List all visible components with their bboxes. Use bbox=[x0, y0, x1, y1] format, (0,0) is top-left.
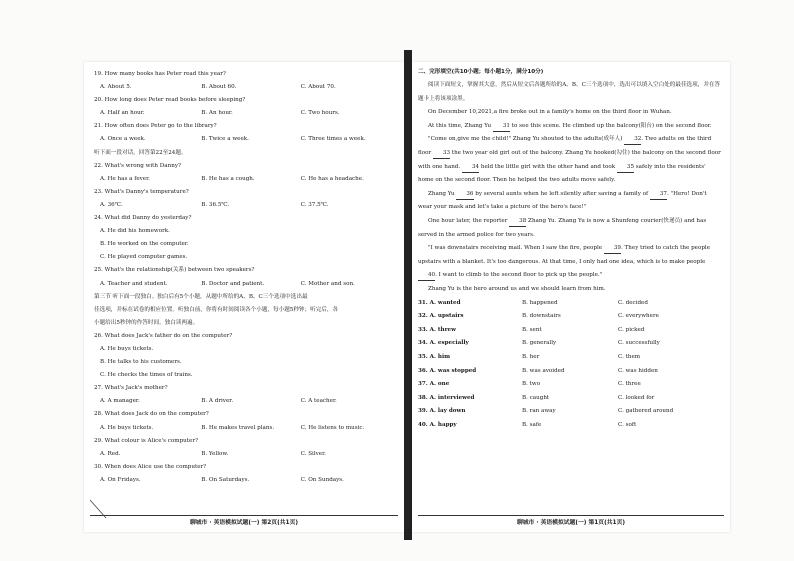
question-line: 小题给出5秒钟的作答时间。独白读两遍。 bbox=[94, 319, 199, 326]
footer-rule bbox=[90, 515, 398, 516]
question-line: 听下面一段对话，回答第22至24题。 bbox=[94, 149, 187, 156]
question-line: 21. How often does Peter go to the library? bbox=[94, 123, 217, 130]
answer-row bbox=[418, 392, 722, 406]
answer-choice-c: C. three bbox=[618, 381, 641, 388]
passage-text: Zhang Yu. Zhang Yu is now a Shunfeng courier(快递员) and has served in the armed police for two years. bbox=[418, 218, 707, 238]
passage-text: . They tried to catch the people upstairs with a blanket. It's too dangerous. At that time, I only had one idea, which is to make people bbox=[418, 245, 711, 265]
answer-row bbox=[418, 365, 722, 379]
passage-text: Zhang Yu bbox=[428, 190, 457, 197]
blank-39: 39 bbox=[604, 244, 621, 254]
answer-choice-c: C. everywhere bbox=[618, 313, 659, 320]
answer-choice-b: B. was avoided bbox=[522, 367, 565, 374]
answer-choice-b: B. downstairs bbox=[522, 313, 561, 320]
passage-text: On December 10,2021,a fire broke out in a family's home on the third floor in Wuhan. bbox=[428, 109, 672, 116]
left-page-footer: 聊城市 · 英语模拟试题(一) 第2页(共1页) bbox=[189, 520, 299, 526]
option-line: B. He worked on the computer. bbox=[100, 241, 189, 248]
option-a: A. Red. bbox=[100, 450, 121, 457]
answer-choice-c: C. picked bbox=[618, 326, 645, 333]
question-line: 29. What colour is Alice's computer? bbox=[94, 437, 199, 444]
question-line: 22. What's wrong with Danny? bbox=[94, 162, 181, 169]
question-line: 28. What does Jack do on the computer? bbox=[94, 411, 209, 418]
option-a: A. A manager. bbox=[100, 398, 140, 405]
option-a: A. Teacher and student. bbox=[100, 280, 168, 287]
passage-text: safely into the residents' home on the second floor. Then he helped the two adults move safely. bbox=[418, 163, 706, 184]
option-row bbox=[94, 448, 396, 461]
option-a: A. He buys tickets. bbox=[100, 424, 154, 431]
blank-35: 35 bbox=[617, 163, 634, 173]
question-line: 第三节 听下面一段独白。独白后有5个小题，从题中所给的A、B、C三个选项中选出最 bbox=[94, 293, 308, 300]
answer-choice-b: B. caught bbox=[522, 394, 550, 401]
question-line: 24. What did Danny do yesterday? bbox=[94, 215, 192, 222]
answer-choice-a: 35. A. him bbox=[418, 353, 451, 360]
answer-choice-a: 39. A. lay down bbox=[418, 408, 466, 415]
answer-choice-c: C. decided bbox=[618, 299, 648, 306]
answer-choice-a: 32. A. upstairs bbox=[418, 313, 464, 320]
answer-choice-b: B. safe bbox=[522, 421, 542, 428]
answer-row bbox=[418, 324, 722, 338]
option-a: A. Once a week. bbox=[100, 136, 146, 143]
cloze-passage bbox=[418, 106, 722, 296]
answer-choice-a: 36. A. was stopped bbox=[418, 367, 477, 374]
passage-text: . "Hero! Don't wear your mask and let's take a picture of the hero's face!" bbox=[418, 190, 707, 211]
passage-paragraph bbox=[418, 215, 722, 242]
answer-row bbox=[418, 297, 722, 311]
option-row bbox=[94, 278, 396, 291]
passage-text: "I was downstairs receiving mail. When I saw the fire, people bbox=[428, 245, 604, 252]
option-a: A. 36℃. bbox=[100, 201, 123, 208]
passage-text: to see this scene. He climbed up the balcony(阳台) on the second floor. bbox=[509, 122, 712, 129]
passage-text: . Two adults on the third floor bbox=[418, 136, 712, 157]
answer-choice-b: B. two bbox=[522, 381, 541, 388]
option-b: B. He makes travel plans. bbox=[201, 424, 275, 431]
answer-row bbox=[418, 419, 722, 433]
answer-choice-c: C. them bbox=[618, 353, 641, 360]
question-line: 23. What's Danny's temperature? bbox=[94, 188, 189, 195]
answer-choice-b: B. sent bbox=[522, 326, 542, 333]
blank-33: 33 bbox=[433, 149, 450, 159]
option-row bbox=[94, 422, 396, 435]
left-question-column bbox=[94, 68, 396, 487]
right-page bbox=[412, 62, 730, 532]
blank-38: 38 bbox=[509, 217, 526, 227]
option-c: C. Mother and son. bbox=[300, 280, 355, 287]
passage-text: held the little girl with the other hand and took bbox=[479, 163, 617, 170]
option-a: A. About 5. bbox=[100, 84, 132, 91]
option-c: C. He has a headache. bbox=[300, 175, 364, 182]
option-a: A. He has a fever. bbox=[100, 175, 150, 182]
option-c: C. On Sundays. bbox=[300, 476, 344, 483]
passage-text: "Come on,give me the child!" Zhang Yu shouted to the adults(成年人) bbox=[428, 136, 625, 143]
option-c: C. About 70. bbox=[300, 84, 336, 91]
answer-choice-c: C. successfully bbox=[618, 340, 660, 347]
passage-paragraph bbox=[418, 133, 722, 187]
passage-paragraph bbox=[418, 120, 722, 134]
answer-choice-c: C. was hidden bbox=[618, 367, 658, 374]
answer-choice-b: B. her bbox=[522, 353, 540, 360]
answer-choice-b: B. generally bbox=[522, 340, 557, 347]
pen-mark-icon bbox=[88, 498, 110, 520]
right-cloze-column bbox=[418, 66, 722, 433]
option-c: C. 37.5℃. bbox=[300, 201, 329, 208]
answer-choice-a: 40. A. happy bbox=[418, 421, 457, 428]
section-instruction: 阅读下面短文，掌握其大意，然后从短文后各题所给的A、B、C三个选项中，选出可以填入空白处的最佳选项，并在答题卡上将该项涂黑。 bbox=[418, 82, 721, 102]
option-b: B. A driver. bbox=[201, 398, 234, 405]
passage-text: At this time, Zhang Yu bbox=[428, 122, 493, 129]
option-c: C. Silver. bbox=[300, 450, 326, 457]
option-b: B. Doctor and patient. bbox=[201, 280, 265, 287]
option-line: A. He did his homework. bbox=[100, 228, 170, 235]
answer-row bbox=[418, 378, 722, 392]
option-line: A. He buys tickets. bbox=[100, 345, 154, 352]
option-b: B. On Saturdays. bbox=[201, 476, 250, 483]
answer-choice-a: 34. A. especially bbox=[418, 340, 469, 347]
passage-paragraph bbox=[418, 188, 722, 215]
option-b: B. About 60. bbox=[201, 84, 237, 91]
answer-choice-a: 38. A. interviewed bbox=[418, 394, 475, 401]
blank-37: 37 bbox=[650, 190, 667, 200]
option-line: C. He checks the times of trains. bbox=[100, 372, 193, 379]
answer-row bbox=[418, 310, 722, 324]
option-row bbox=[94, 474, 396, 487]
question-line: 27. What's Jack's mother? bbox=[94, 385, 168, 392]
footer-rule bbox=[418, 515, 724, 516]
option-c: C. Two hours. bbox=[300, 110, 340, 117]
section-title: 二、完形填空(共10小题；每小题1分，满分10分) bbox=[418, 69, 544, 75]
answer-choice-c: C. soft bbox=[618, 421, 637, 428]
option-b: B. Yellow. bbox=[201, 450, 229, 457]
question-line: 20. How long does Peter read books before sleeping? bbox=[94, 97, 246, 104]
answer-row bbox=[418, 337, 722, 351]
option-row bbox=[94, 81, 396, 94]
answer-choice-c: C. gathered around bbox=[618, 408, 674, 415]
option-line: B. He talks to his customers. bbox=[100, 359, 182, 366]
answer-choice-a: 31. A. wanted bbox=[418, 299, 461, 306]
blank-34: 34 bbox=[462, 163, 479, 173]
passage-text: . I want to climb to the second floor to pick up the people." bbox=[435, 272, 603, 279]
option-row bbox=[94, 173, 396, 186]
option-row bbox=[94, 199, 396, 212]
blank-31: 31 bbox=[493, 122, 510, 132]
option-a: A. On Fridays. bbox=[100, 476, 141, 483]
option-a: A. Half an hour. bbox=[100, 110, 145, 117]
option-b: B. 36.5℃. bbox=[201, 201, 230, 208]
passage-text: the two year old girl out of the balcony. Zhang Yu hooked(勾住) the balcony on the second floor with one hand. bbox=[418, 150, 721, 170]
left-page bbox=[84, 62, 404, 532]
passage-text: One hour later, the reporter bbox=[428, 218, 510, 225]
blank-32: 32 bbox=[624, 135, 641, 145]
passage-text: Zhang Yu is the hero around us and we should learn from him. bbox=[428, 286, 606, 292]
option-b: B. Twice a week. bbox=[201, 136, 249, 143]
option-c: C. A teacher. bbox=[300, 398, 337, 405]
answer-choice-a: 33. A. threw bbox=[418, 326, 456, 333]
passage-paragraph bbox=[418, 283, 722, 297]
option-b: B. He has a cough. bbox=[201, 175, 255, 182]
question-line: 19. How many books has Peter read this year? bbox=[94, 71, 226, 77]
passage-paragraph bbox=[418, 106, 722, 120]
option-c: C. He listens to music. bbox=[300, 424, 365, 431]
answer-choice-b: B. ran away bbox=[522, 408, 556, 415]
question-line: 佳选项，并标在试卷的相应位置。听独白前，你将有时间阅读各个小题，每小题5秒钟；听完后，各 bbox=[94, 306, 339, 313]
answer-choice-a: 37. A. one bbox=[418, 381, 450, 388]
option-b: B. An hour. bbox=[201, 110, 233, 117]
right-page-footer: 聊城市 · 英语模拟试题(一) 第1页(共1页) bbox=[516, 520, 626, 526]
option-row bbox=[94, 107, 396, 120]
option-line: C. He played computer games. bbox=[100, 254, 188, 261]
question-line: 30. When does Alice use the computer? bbox=[94, 463, 207, 470]
passage-text: by several aunts when he left silently after saving a family of bbox=[473, 190, 650, 197]
option-c: C. Three times a week. bbox=[300, 136, 366, 143]
answer-choice-c: C. looked for bbox=[618, 394, 655, 401]
answer-choice-b: B. happened bbox=[522, 299, 558, 306]
blank-40: 40 bbox=[418, 271, 435, 281]
option-row bbox=[94, 395, 396, 408]
answer-options bbox=[418, 297, 722, 433]
blank-36: 36 bbox=[456, 190, 473, 200]
option-row bbox=[94, 133, 396, 146]
page-gutter bbox=[404, 50, 412, 540]
passage-paragraph bbox=[418, 242, 722, 283]
question-line: 25. What's the relationship(关系) between two speakers? bbox=[94, 267, 255, 274]
question-line: 26. What does Jack's father do on the computer? bbox=[94, 332, 233, 339]
answer-row bbox=[418, 351, 722, 365]
answer-row bbox=[418, 405, 722, 419]
